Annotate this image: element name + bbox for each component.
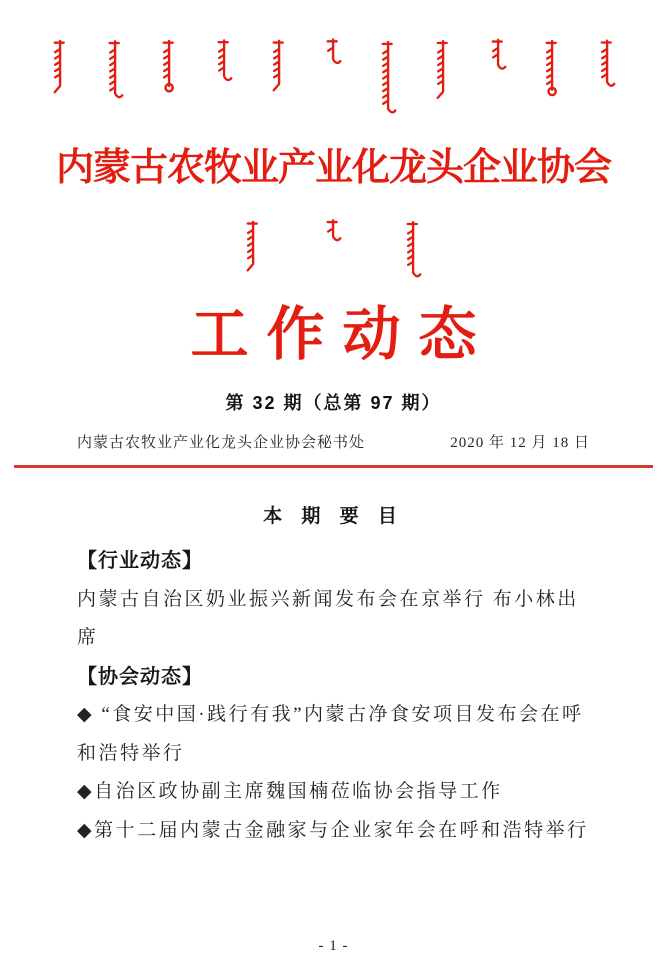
mongolian-word-icon [544,38,562,100]
mongolian-word-icon [599,38,617,92]
mongolian-word-icon [325,38,343,68]
mongolian-word-icon [271,38,289,94]
publisher-row [0,431,667,452]
mongolian-word-icon [161,38,179,96]
toc-section-industry: 【行业动态】 [77,550,203,572]
publish-date: 2020 年 12 月 18 日 [450,435,590,451]
mongolian-word-icon [216,38,234,86]
toc-item: 内蒙古自治区奶业振兴新闻发布会在京举行 布小林出席 [77,588,579,648]
mongolian-word-icon [107,38,125,104]
toc-item: ◆自治区政协副主席魏国楠莅临协会指导工作 [77,781,503,802]
mongolian-word-icon [405,219,423,283]
publisher-name: 内蒙古农牧业产业化龙头企业协会秘书处 [77,435,366,451]
red-divider [14,465,653,468]
mongolian-script-row-top [0,0,667,122]
mongolian-word-icon [380,38,398,120]
page-number: - 1 - [318,938,349,954]
issue-number: 第 32 期（总第 97 期） [225,393,442,413]
organization-title: 内蒙古农牧业产业化龙头企业协会 [55,147,611,189]
toc-heading: 本 期 要 目 [263,506,404,527]
mongolian-word-icon [490,38,508,74]
mongolian-word-icon [52,38,70,96]
mongolian-script-row-mid [0,219,667,285]
mongolian-word-icon [325,219,343,245]
toc-item: ◆第十二届内蒙古金融家与企业家年会在呼和浩特举行 [77,819,589,841]
toc-list [0,528,667,850]
mongolian-word-icon [435,38,453,102]
mongolian-word-icon [245,219,263,274]
bulletin-title: 工作动态 [190,302,495,367]
toc-section-association: 【协会动态】 [77,665,203,688]
toc-item: ◆ “食安中国·践行有我”内蒙古净食安项目发布会在呼和浩特举行 [77,704,584,764]
